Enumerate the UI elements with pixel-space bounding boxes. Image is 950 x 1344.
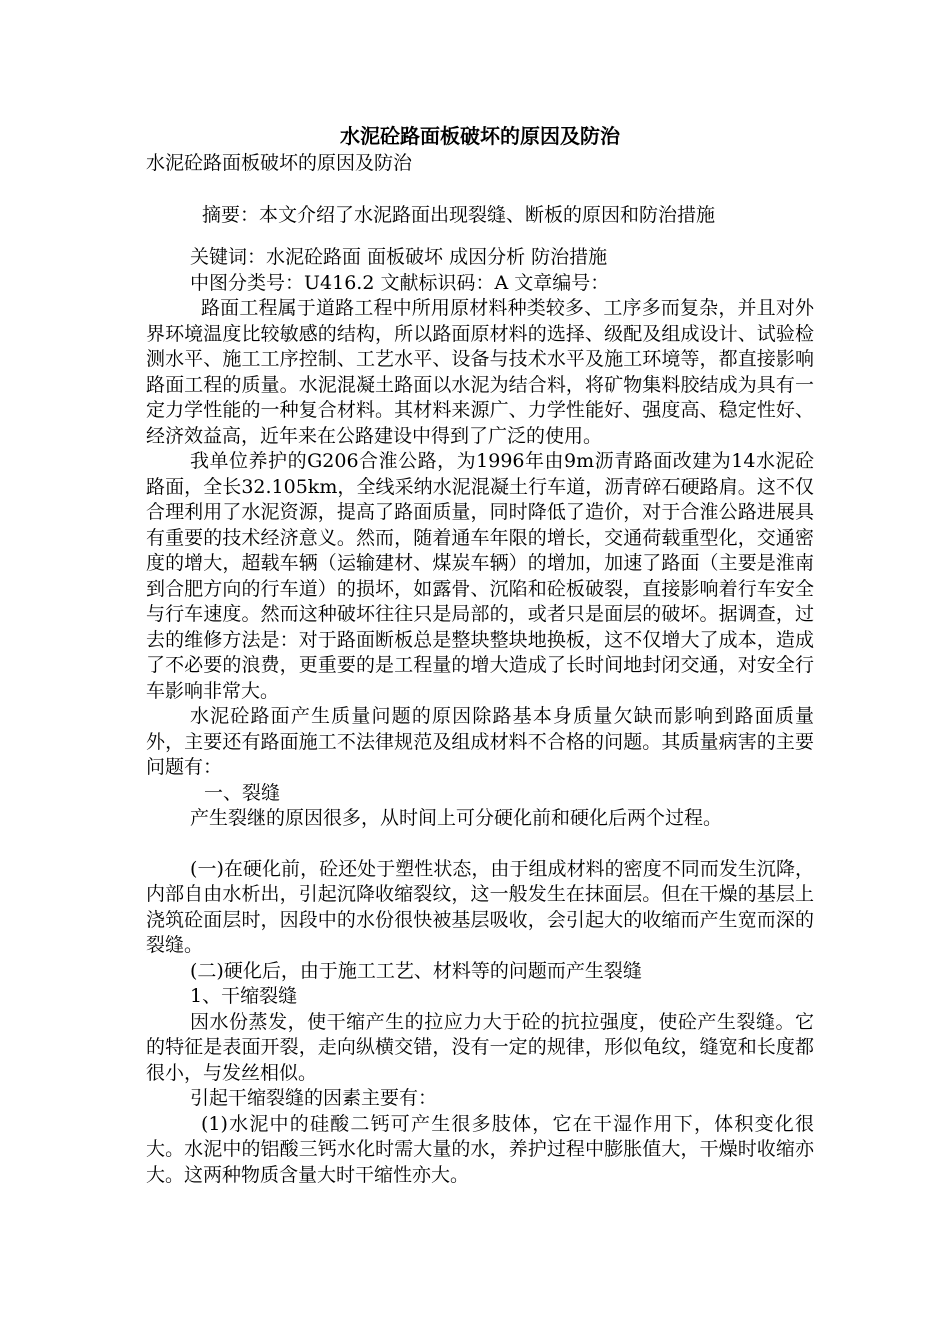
document-subtitle: 水泥砼路面板破坏的原因及防治 (146, 152, 413, 174)
paragraph: (二)硬化后，由于施工工艺、材料等的问题而产生裂缝 (190, 959, 642, 982)
paragraph: (一)在硬化前，砼还处于塑性状态，由于组成材料的密度不同而发生沉降，内部自由水析出，引起沉降收缩裂纹，这一般发生在抹面层。但在干燥的基层上浇筑砼面层时，因段中的水份很快被基层吸收，会引起大的收缩而产生宽而深的裂缝。 (146, 857, 814, 956)
paragraph: 引起干缩裂缝的因素主要有： (190, 1087, 438, 1109)
paragraph: 水泥砼路面产生质量问题的原因除路基本身质量欠缺而影响到路面质量外，主要还有路面施工不法律规范及组成材料不合格的问题。其质量病害的主要问题有： (146, 705, 814, 778)
abstract: 摘要：本文介绍了水泥路面出现裂缝、断板的原因和防治措施 (202, 204, 716, 226)
paragraph: 路面工程属于道路工程中所用原材料种类较多、工序多而复杂，并且对外界环境温度比较敏感的结构，所以路面原材料的选择、级配及组成设计、试验检测水平、施工工序控制、工艺水平、设备与技术水平及施工环境等，都直接影响路面工程的质量。水泥混凝土路面以水泥为结合料，将矿物集料胶结成为具有一定力学性能的一种复合材料。其材料来源广、力学性能好、强度高、稳定性好、经济效益高，近年来在公路建设中得到了广泛的使用。 (146, 297, 814, 447)
document-title: 水泥砼路面板破坏的原因及防治 (340, 124, 620, 148)
keywords: 关键词：水泥砼路面 面板破坏 成因分析 防治措施 (190, 246, 608, 268)
paragraph: 我单位养护的G206合淮公路，为1996年由9m沥青路面改建为14水泥砼路面，全长32.105km，全线采纳水泥混凝土行车道，沥青碎石硬路肩。这不仅合理利用了水泥资源，提高了路面质量，同时降低了造价，对于合淮公路进展具有重要的技术经济意义。然而，随着通车年限的增长，交通荷载重型化，交通密度的增大，超载车辆（运输建材、煤炭车辆）的增加，加速了路面（主要是淮南到合肥方向的行车道）的损坏，如露骨、沉陷和砼板破裂，直接影响着行车安全与行车速度。然而这种破坏往往只是局部的，或者只是面层的破坏。据调查，过去的维修方法是：对于路面断板总是整块整块地换板，这不仅增大了成本，造成了不必要的浪费，更重要的是工程量的增大造成了长时间地封闭交通，对安全行车影响非常大。 (146, 450, 814, 702)
section-heading: 一、裂缝 (204, 781, 281, 804)
paragraph: 因水份蒸发，使干缩产生的拉应力大于砼的抗拉强度，使砼产生裂缝。它的特征是表面开裂，走向纵横交错，没有一定的规律，形似龟纹，缝宽和长度都很小，与发丝相似。 (146, 1010, 814, 1084)
paragraph: 产生裂继的原因很多，从时间上可分硬化前和硬化后两个过程。 (190, 807, 723, 829)
document-body (146, 245, 814, 1188)
paragraph: (1)水泥中的硅酸二钙可产生很多肢体，它在干湿作用下，体积变化很大。水泥中的铝酸三钙水化时需大量的水，养护过程中膨胀值大，干燥时收缩亦大。这两种物质含量大时干缩性亦大。 (146, 1112, 814, 1186)
classification: 中图分类号：U416.2 文献标识码：A 文章编号： (190, 271, 610, 294)
subsection-heading: 1、干缩裂缝 (190, 985, 298, 1007)
